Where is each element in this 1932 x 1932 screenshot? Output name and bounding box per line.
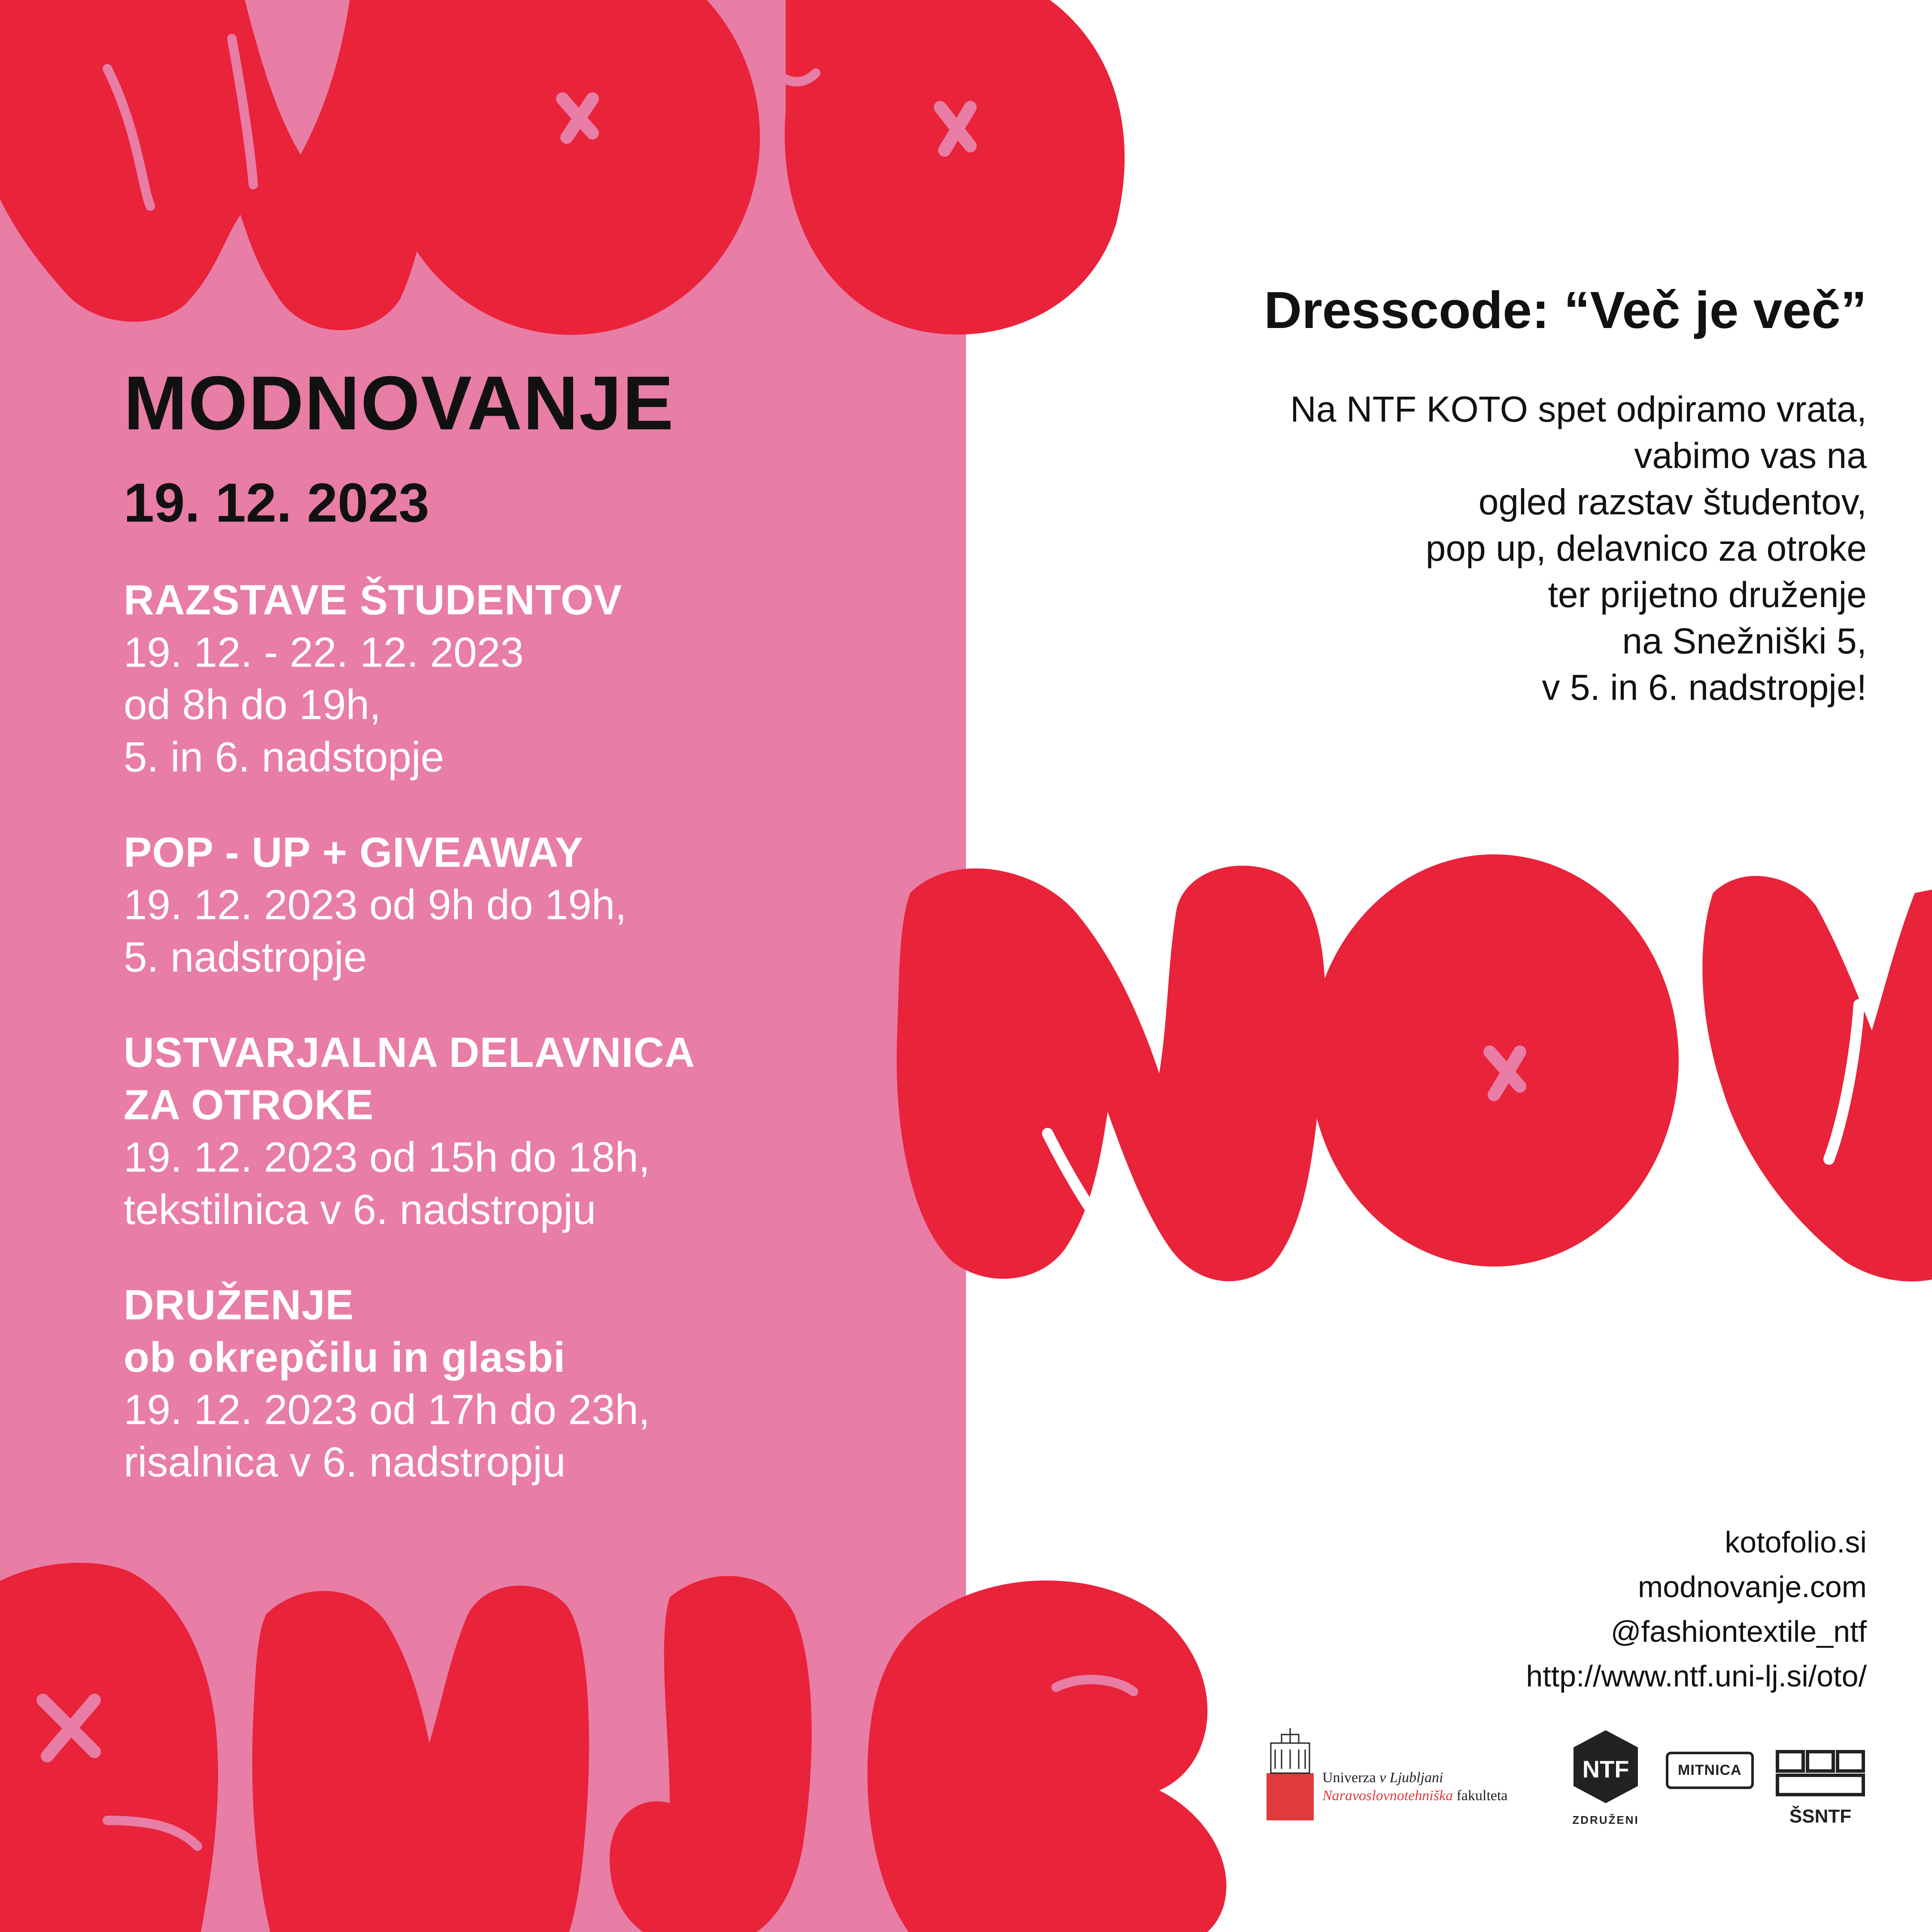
section-delavnica (124, 1026, 939, 1236)
university-name: Univerza (1322, 1770, 1380, 1786)
link-modnovanje[interactable]: modnovanje.com (1637, 1570, 1867, 1604)
section-heading: ZA OTROKE (124, 1081, 374, 1128)
link-instagram[interactable]: @fashiontextile_ntf (1610, 1615, 1867, 1648)
intro-line: ogled razstav študentov, (1478, 482, 1867, 522)
mitnica-logo: MITNICA (1666, 1752, 1754, 1789)
faculty-name: Naravoslovnotehniška (1322, 1788, 1453, 1804)
ssntf-label: ŠSNTF (1789, 1806, 1852, 1827)
intro-line: ter prijetno druženje (1548, 574, 1867, 615)
section-detail: 19. 12. 2023 od 17h do 23h, (124, 1386, 650, 1433)
section-detail: 19. 12. 2023 od 9h do 19h, (124, 881, 627, 928)
section-heading: POP - UP + GIVEAWAY (124, 829, 584, 876)
event-title: MODNOVANJE (124, 360, 674, 446)
intro-paragraph (1051, 386, 1867, 711)
section-heading: USTVARJALNA DELAVNICA (124, 1029, 696, 1076)
university-city: v Ljubljani (1379, 1770, 1443, 1786)
intro-line: v 5. in 6. nadstropje! (1542, 667, 1867, 708)
event-schedule (124, 360, 939, 1488)
intro-line: na Snežniški 5, (1622, 621, 1867, 662)
section-heading: DRUŽENJE (124, 1281, 354, 1328)
intro-line: pop up, delavnico za otroke (1425, 528, 1867, 569)
section-detail: 19. 12. 2023 od 15h do 18h, (124, 1133, 650, 1181)
links-list (1526, 1520, 1867, 1698)
section-detail: od 8h do 19h, (124, 681, 381, 728)
intro-line: Na NTF KOTO spet odpiramo vrata, (1290, 389, 1867, 430)
sponsor-logos (1262, 1717, 1872, 1829)
link-ntf-oto[interactable]: http://www.ntf.uni-lj.si/oto/ (1526, 1659, 1867, 1693)
invitation-text (1051, 281, 1867, 711)
section-druzenje (124, 1279, 939, 1488)
link-kotofolio[interactable]: kotofolio.si (1725, 1525, 1867, 1559)
dresscode-heading: Dresscode: “Več je več” (1264, 281, 1867, 339)
bubble-word-nov (897, 854, 1932, 1282)
event-date: 19. 12. 2023 (124, 472, 429, 534)
bubble-word-mod (0, 0, 1124, 335)
section-detail: 5. in 6. nadstopje (124, 733, 444, 781)
section-heading: RAZSTAVE ŠTUDENTOV (124, 576, 623, 623)
section-detail: 19. 12. - 22. 12. 2023 (124, 629, 524, 676)
faculty-word: fakulteta (1453, 1788, 1508, 1804)
ssntf-logo (1773, 1743, 1868, 1829)
zdruzeni-ntf-logo (1567, 1726, 1644, 1829)
intro-line: vabimo vas na (1634, 435, 1867, 476)
section-popup (124, 826, 939, 983)
university-building-icon (1262, 1726, 1318, 1820)
section-detail: risalnica v 6. nadstropju (124, 1438, 566, 1485)
zdruzeni-mark-text: NTF (1582, 1756, 1629, 1783)
zdruzeni-label: ZDRUŽENI (1572, 1814, 1639, 1826)
bubble-word-anje (0, 1563, 1226, 1932)
university-logo-text (1322, 1769, 1508, 1805)
section-detail: 5. nadstropje (124, 933, 367, 981)
section-heading: ob okrepčilu in glasbi (124, 1334, 566, 1381)
section-detail: tekstilnica v 6. nadstropju (124, 1186, 596, 1233)
section-razstave (124, 574, 939, 783)
